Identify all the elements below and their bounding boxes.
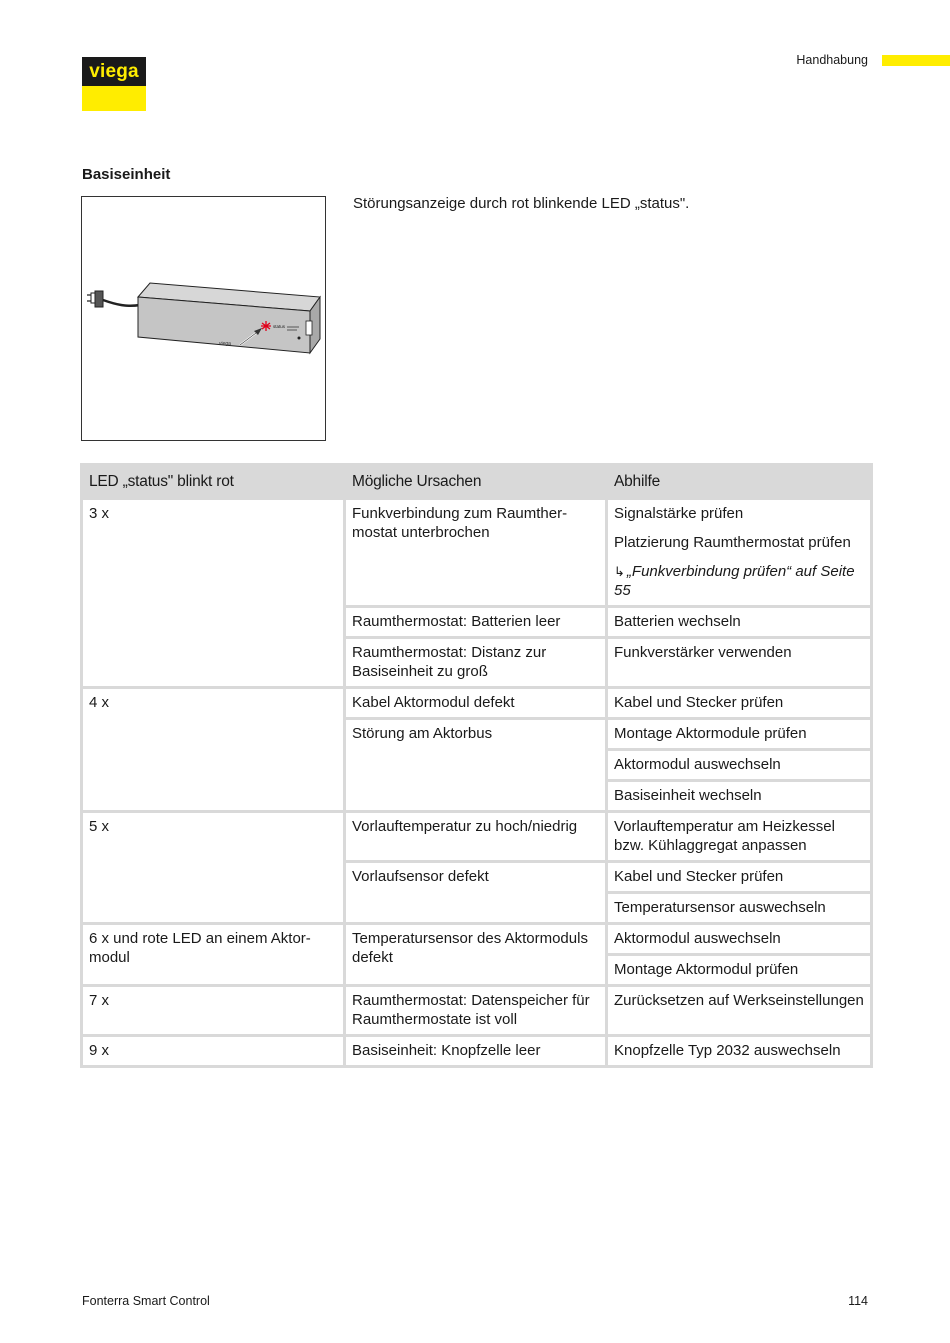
- led-status-label: status: [273, 324, 286, 329]
- table-row: [83, 689, 870, 717]
- remedy-cell: Batterien wechseln: [608, 608, 870, 636]
- remedy-cell: Knopfzelle Typ 2032 auswechseln: [608, 1037, 870, 1065]
- remedy-text: Platzierung Raumthermostat prüfen: [614, 534, 851, 551]
- logo-text: viega: [89, 60, 139, 82]
- header-section-label: Handhabung: [796, 53, 868, 67]
- cause-cell: Kabel Aktormodul defekt: [346, 689, 605, 717]
- error-table: [80, 463, 873, 1068]
- remedy-cell: Aktormodul auswechseln: [608, 751, 870, 779]
- cause-cell: Raumthermostat: Distanz zur Basiseinheit zu groß: [346, 639, 605, 686]
- cause-cell: Raumthermostat: Batterien leer: [346, 608, 605, 636]
- table-row: [83, 925, 870, 953]
- blink-count-cell: 9 x: [83, 1037, 343, 1065]
- base-unit-device: [138, 283, 320, 353]
- remedy-cell: [608, 500, 870, 605]
- remedy-cell: Temperatursensor auswechseln: [608, 894, 870, 922]
- section-title: Basiseinheit: [82, 166, 171, 183]
- table-row: [83, 987, 870, 1034]
- blink-count-cell: 3 x: [83, 500, 343, 686]
- cause-cell: Vorlaufsensor defekt: [346, 863, 605, 922]
- device-brand-label: viega: [219, 341, 231, 347]
- remedy-cell: Zurücksetzen auf Werkseinstellungen: [608, 987, 870, 1034]
- cause-cell: Vorlauftemperatur zu hoch/niedrig: [346, 813, 605, 860]
- footer-product-name: Fonterra Smart Control: [82, 1294, 210, 1308]
- cause-cell: Temperatursensor des Aktormoduls defekt: [346, 925, 605, 984]
- remedy-cell: Kabel und Stecker prüfen: [608, 689, 870, 717]
- header-accent-bar: [882, 55, 950, 66]
- error-indicator-description: Störungsanzeige durch rot blinkende LED „status".: [353, 195, 690, 212]
- blink-count-cell: 7 x: [83, 987, 343, 1034]
- remedy-cell: Basiseinheit wechseln: [608, 782, 870, 810]
- table-row: [83, 500, 870, 605]
- remedy-cell: Aktormodul auswechseln: [608, 925, 870, 953]
- cause-cell: Störung am Aktorbus: [346, 720, 605, 810]
- column-header-blink: LED „status" blinkt rot: [83, 466, 343, 497]
- cross-reference-link[interactable]: [614, 562, 864, 600]
- column-header-causes: Mögliche Ursachen: [346, 466, 605, 497]
- table-row: [83, 1037, 870, 1065]
- remedy-cell: Kabel und Stecker prüfen: [608, 863, 870, 891]
- remedy-cell: Vorlauftemperatur am Heizkessel bzw. Kühlaggregat anpassen: [608, 813, 870, 860]
- remedy-cell: Montage Aktormodul prüfen: [608, 956, 870, 984]
- blink-count-cell: 5 x: [83, 813, 343, 922]
- remedy-cell: Montage Aktormodule prüfen: [608, 720, 870, 748]
- blink-count-cell: 6 x und rote LED an einem Aktormodul: [83, 925, 343, 984]
- plug-icon: [87, 291, 103, 307]
- arrow-reference-icon: ↳: [614, 564, 625, 579]
- column-header-remedy: Abhilfe: [608, 466, 870, 497]
- cause-cell: Funkverbindung zum Raumthermostat unterbrochen: [346, 500, 605, 605]
- footer-page-number: 114: [848, 1294, 868, 1308]
- blink-count-cell: 4 x: [83, 689, 343, 810]
- table-header-row: [83, 466, 870, 497]
- cross-reference-text: „Funkverbindung prüfen“ auf Seite 55: [614, 563, 855, 599]
- table-row: [83, 813, 870, 860]
- remedy-text: Signalstärke prüfen: [614, 505, 744, 522]
- viega-logo: [82, 57, 146, 111]
- cause-cell: Basiseinheit: Knopfzelle leer: [346, 1037, 605, 1065]
- cause-cell: Raumthermostat: Datenspeicher für Raumthermostate ist voll: [346, 987, 605, 1034]
- remedy-cell: Funkverstärker verwenden: [608, 639, 870, 686]
- base-unit-illustration: [81, 196, 326, 441]
